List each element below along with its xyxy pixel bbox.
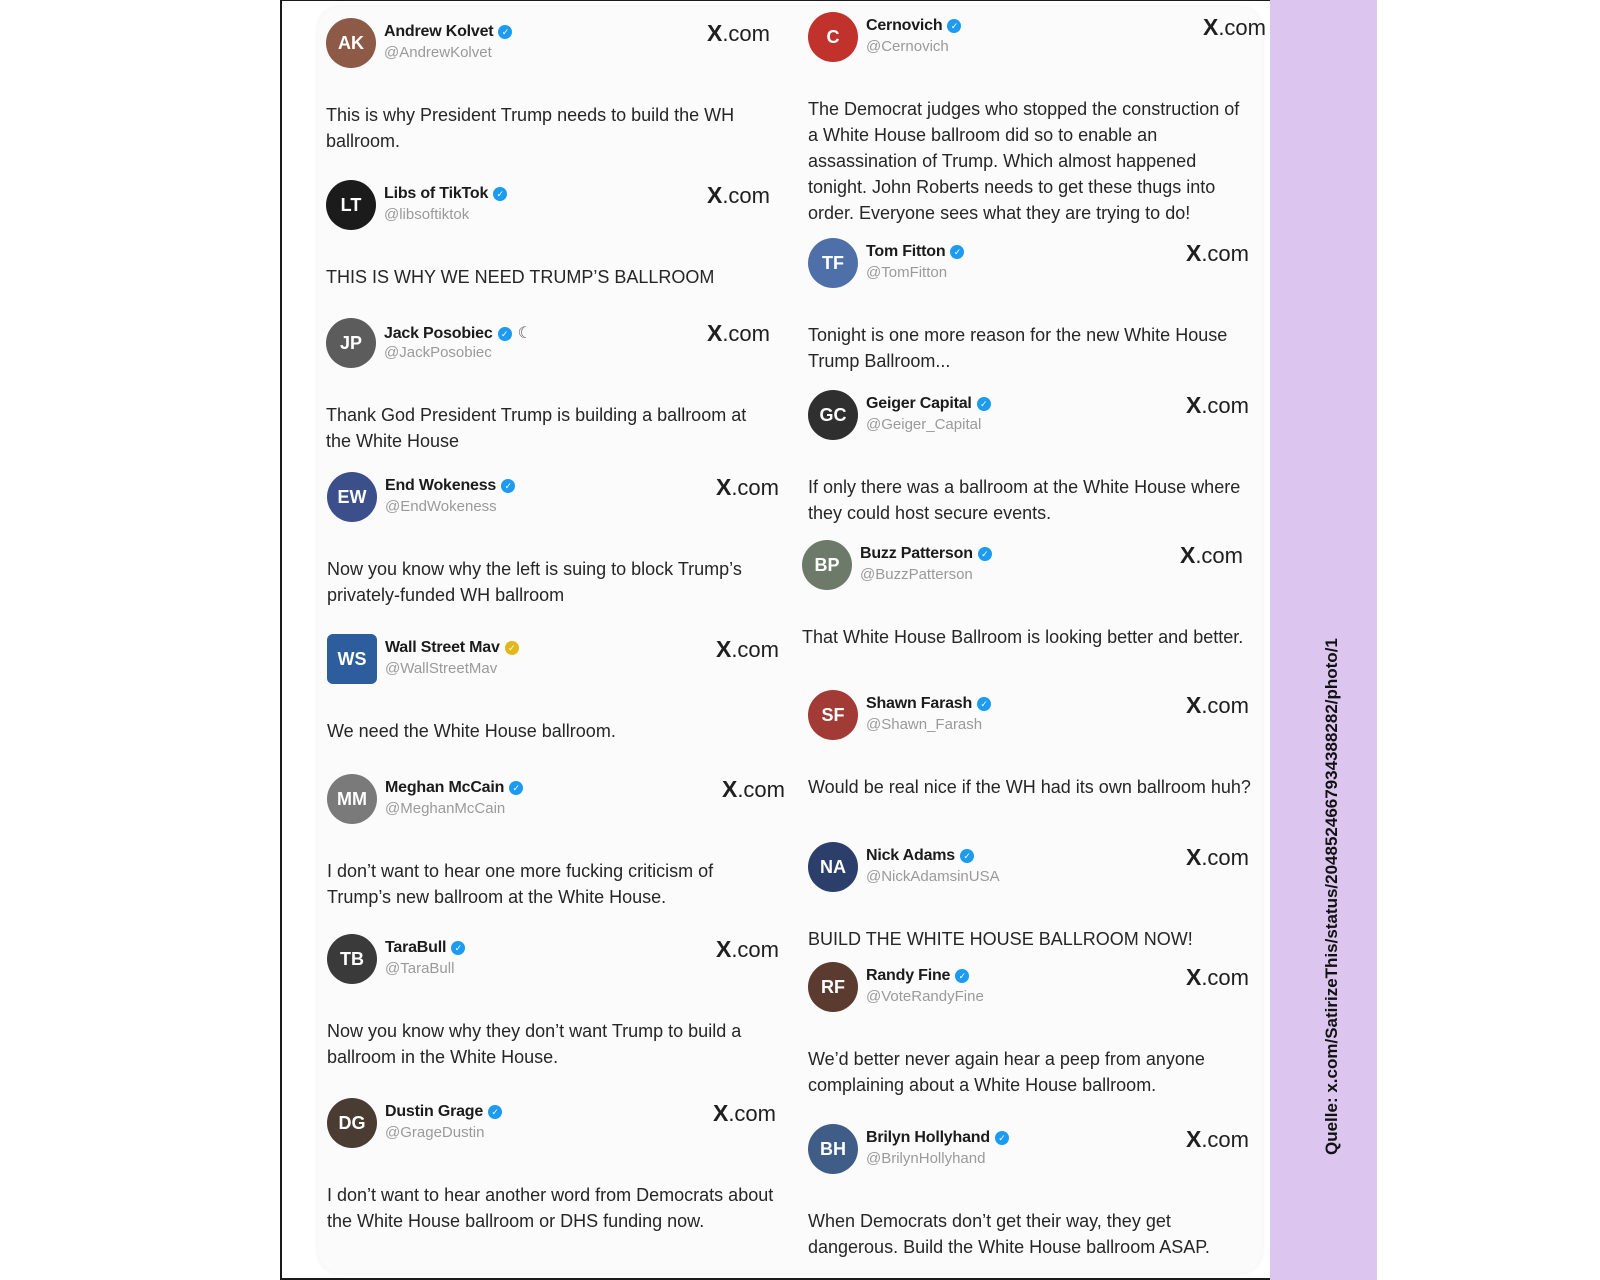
verified-badge-icon: ✓	[977, 397, 991, 411]
x-logo-icon: X	[1185, 964, 1202, 990]
site-domain-text: .com	[731, 937, 779, 962]
author-name-line	[384, 185, 507, 203]
site-domain-text: .com	[737, 777, 785, 802]
site-domain-text: .com	[1195, 543, 1243, 568]
x-logo-icon: X	[1185, 392, 1202, 418]
author-name-line	[860, 545, 992, 563]
tweet-header	[808, 12, 1266, 64]
verified-badge-icon: ✓	[488, 1105, 502, 1119]
author-handle[interactable]: @JackPosobiec	[384, 344, 492, 361]
tweet-header	[808, 390, 1249, 442]
author-name[interactable]: Tom Fitton	[866, 243, 946, 260]
author-handle[interactable]: @libsoftiktok	[384, 206, 470, 223]
tweet-header	[327, 1098, 776, 1150]
author-handle[interactable]: @TaraBull	[385, 960, 455, 977]
x-com-label[interactable]	[716, 636, 779, 663]
author-handle[interactable]: @BrilynHollyhand	[866, 1150, 986, 1167]
tweet-text: When Democrats don’t get their way, they get dangerous. Build the White House ballroom ASAP.	[808, 1211, 1210, 1257]
site-domain-text: .com	[728, 1101, 776, 1126]
avatar[interactable]: BP	[802, 540, 852, 590]
crescent-icon: ☾	[517, 325, 532, 342]
author-name[interactable]: Nick Adams	[866, 847, 956, 864]
author-name[interactable]: Wall Street Mav	[385, 639, 500, 656]
author-handle[interactable]: @AndrewKolvet	[384, 44, 492, 61]
x-com-label[interactable]	[1203, 14, 1266, 41]
avatar[interactable]: SF	[808, 690, 858, 740]
author-name[interactable]: Jack Posobiec	[384, 325, 493, 342]
tweet-text: The Democrat judges who stopped the construction of a White House ballroom did so to enable an assassination of Trump. Which almost happened tonight. John Roberts needs to get these thugs into order. Everyone sees what they are trying to do!	[808, 99, 1240, 223]
author-handle[interactable]: @VoteRandyFine	[866, 988, 984, 1005]
author-name[interactable]: Randy Fine	[866, 967, 951, 984]
author-handle[interactable]: @Cernovich	[866, 38, 949, 55]
avatar[interactable]: TF	[808, 238, 858, 288]
site-domain-text: .com	[1201, 693, 1249, 718]
x-com-label[interactable]	[716, 474, 779, 501]
tweet-text: We need the White House ballroom.	[327, 721, 616, 741]
x-logo-icon: X	[715, 936, 732, 962]
avatar[interactable]: EW	[327, 472, 377, 522]
verified-badge-icon: ✓	[960, 849, 974, 863]
author-handle[interactable]: @WallStreetMav	[385, 660, 498, 677]
verified-badge-icon: ✓	[509, 781, 523, 795]
author-name-line	[866, 847, 974, 865]
tweet-text: BUILD THE WHITE HOUSE BALLROOM NOW!	[808, 929, 1193, 949]
avatar[interactable]: C	[808, 12, 858, 62]
x-logo-icon: X	[1185, 240, 1202, 266]
tweet-header	[327, 774, 785, 826]
author-name-line	[385, 477, 515, 495]
tweet-text: This is why President Trump needs to build the WH ballroom.	[326, 105, 735, 151]
tweet-text: If only there was a ballroom at the White House where they could host secure events.	[808, 477, 1241, 523]
tweet-text: Would be real nice if the WH had its own ballroom huh?	[808, 777, 1251, 797]
x-com-label[interactable]	[1186, 1126, 1249, 1153]
tweet-text: I don’t want to hear another word from Democrats about the White House ballroom or DHS funding now.	[327, 1185, 774, 1231]
verified-badge-icon: ✓	[451, 941, 465, 955]
author-name[interactable]: Geiger Capital	[866, 395, 972, 412]
x-com-label[interactable]	[707, 320, 770, 347]
verified-badge-icon: ✓	[947, 19, 961, 33]
author-name[interactable]: Andrew Kolvet	[384, 23, 494, 40]
x-logo-icon: X	[1202, 14, 1219, 40]
tweet-text: That White House Ballroom is looking better and better.	[802, 627, 1244, 647]
site-domain-text: .com	[722, 21, 770, 46]
author-handle[interactable]: @TomFitton	[866, 264, 948, 281]
avatar[interactable]: LT	[326, 180, 376, 230]
x-com-label[interactable]	[713, 1100, 776, 1127]
x-logo-icon: X	[1185, 692, 1202, 718]
avatar[interactable]: GC	[808, 390, 858, 440]
site-domain-text: .com	[1201, 965, 1249, 990]
tweet-header	[326, 180, 770, 232]
site-domain-text: .com	[731, 475, 779, 500]
avatar[interactable]: JP	[326, 318, 376, 368]
x-logo-icon: X	[715, 474, 732, 500]
author-handle[interactable]: @Shawn_Farash	[866, 716, 983, 733]
author-handle[interactable]: @NickAdamsinUSA	[866, 868, 1000, 885]
verified-badge-icon: ✓	[501, 479, 515, 493]
x-com-label[interactable]	[716, 936, 779, 963]
author-handle[interactable]: @MeghanMcCain	[385, 800, 506, 817]
tweet-header	[326, 18, 770, 70]
site-domain-text: .com	[731, 637, 779, 662]
tweet-text: Tonight is one more reason for the new White House Trump Ballroom...	[808, 325, 1228, 371]
tweet-header	[808, 962, 1249, 1014]
x-com-label[interactable]	[707, 182, 770, 209]
x-logo-icon: X	[706, 20, 723, 46]
x-logo-icon: X	[715, 636, 732, 662]
tweet-text: Now you know why the left is suing to block Trump’s privately-funded WH ballroom	[327, 559, 742, 605]
site-domain-text: .com	[722, 321, 770, 346]
author-name-line	[866, 17, 961, 35]
tweet-text: Thank God President Trump is building a ballroom at the White House	[326, 405, 747, 451]
tweet-header	[808, 238, 1249, 290]
author-name[interactable]: Libs of TikTok	[384, 185, 489, 202]
tweet-text: THIS IS WHY WE NEED TRUMP’S BALLROOM	[326, 267, 715, 287]
avatar[interactable]: RF	[808, 962, 858, 1012]
verified-badge-icon: ✓	[977, 697, 991, 711]
x-com-label[interactable]	[722, 776, 785, 803]
x-com-label[interactable]	[1186, 964, 1249, 991]
author-handle[interactable]: @GrageDustin	[385, 1124, 485, 1141]
x-logo-icon: X	[721, 776, 738, 802]
site-domain-text: .com	[1201, 1127, 1249, 1152]
x-logo-icon: X	[1185, 844, 1202, 870]
author-handle[interactable]: @EndWokeness	[385, 498, 497, 515]
author-name-line	[866, 695, 991, 713]
avatar[interactable]: TB	[327, 934, 377, 984]
x-com-label[interactable]	[1180, 542, 1243, 569]
tweet-text: I don’t want to hear one more fucking criticism of Trump’s new ballroom at the White House.	[327, 861, 714, 907]
author-name-line	[385, 639, 519, 657]
author-handle[interactable]: @BuzzPatterson	[860, 566, 973, 583]
x-com-label[interactable]	[1186, 240, 1249, 267]
author-name-line	[866, 1129, 1009, 1147]
author-name[interactable]: Dustin Grage	[385, 1103, 484, 1120]
tweet-header	[326, 318, 770, 370]
x-logo-icon: X	[712, 1100, 729, 1126]
tweet-header	[808, 1124, 1249, 1176]
tweet-header	[327, 934, 779, 986]
author-handle[interactable]: @Geiger_Capital	[866, 416, 982, 433]
author-name-line	[384, 23, 512, 41]
tweet-text: Now you know why they don’t want Trump to build a ballroom in the White House.	[327, 1021, 742, 1067]
author-name-line	[385, 1103, 502, 1121]
verified-badge-icon: ✓	[498, 327, 512, 341]
x-logo-icon: X	[1179, 542, 1196, 568]
author-name-line	[866, 395, 991, 413]
verified-badge-icon: ✓	[493, 187, 507, 201]
site-domain-text: .com	[1218, 15, 1266, 40]
author-name[interactable]: Meghan McCain	[385, 779, 505, 796]
verified-badge-icon: ✓	[498, 25, 512, 39]
tweet-header	[802, 540, 1243, 592]
x-logo-icon: X	[1185, 1126, 1202, 1152]
author-name-line	[385, 939, 465, 957]
tweet-text: We’d better never again hear a peep from anyone complaining about a White House ballroom.	[808, 1049, 1205, 1095]
x-com-label[interactable]	[1186, 392, 1249, 419]
avatar[interactable]: AK	[326, 18, 376, 68]
x-com-label[interactable]	[1186, 844, 1249, 871]
author-name[interactable]: Shawn Farash	[866, 695, 973, 712]
site-domain-text: .com	[722, 183, 770, 208]
x-logo-icon: X	[706, 182, 723, 208]
tweet-header	[808, 690, 1249, 742]
avatar[interactable]: DG	[327, 1098, 377, 1148]
verified-badge-icon: ✓	[995, 1131, 1009, 1145]
source-caption: Quelle: x.com/SatirizeThis/status/2048524667934388282/photo/1	[1322, 638, 1341, 1155]
avatar[interactable]: WS	[327, 634, 377, 684]
author-name[interactable]: Buzz Patterson	[860, 545, 973, 562]
avatar[interactable]: MM	[327, 774, 377, 824]
verified-badge-icon: ✓	[978, 547, 992, 561]
author-name-line	[384, 323, 532, 343]
site-domain-text: .com	[1201, 393, 1249, 418]
author-name-line	[866, 243, 964, 261]
author-name[interactable]: Brilyn Hollyhand	[866, 1129, 990, 1146]
site-domain-text: .com	[1201, 845, 1249, 870]
site-domain-text: .com	[1201, 241, 1249, 266]
tweet-header	[327, 634, 779, 686]
avatar[interactable]: NA	[808, 842, 858, 892]
author-name[interactable]: Cernovich	[866, 17, 943, 34]
x-com-label[interactable]	[707, 20, 770, 47]
author-name-line	[866, 967, 969, 985]
verified-badge-icon: ✓	[955, 969, 969, 983]
x-logo-icon: X	[706, 320, 723, 346]
author-name[interactable]: End Wokeness	[385, 477, 497, 494]
verified-badge-icon: ✓	[505, 641, 519, 655]
verified-badge-icon: ✓	[950, 245, 964, 259]
tweet-header	[808, 842, 1249, 894]
author-name[interactable]: TaraBull	[385, 939, 447, 956]
avatar[interactable]: BH	[808, 1124, 858, 1174]
x-com-label[interactable]	[1186, 692, 1249, 719]
author-name-line	[385, 779, 523, 797]
tweet-header	[327, 472, 779, 524]
